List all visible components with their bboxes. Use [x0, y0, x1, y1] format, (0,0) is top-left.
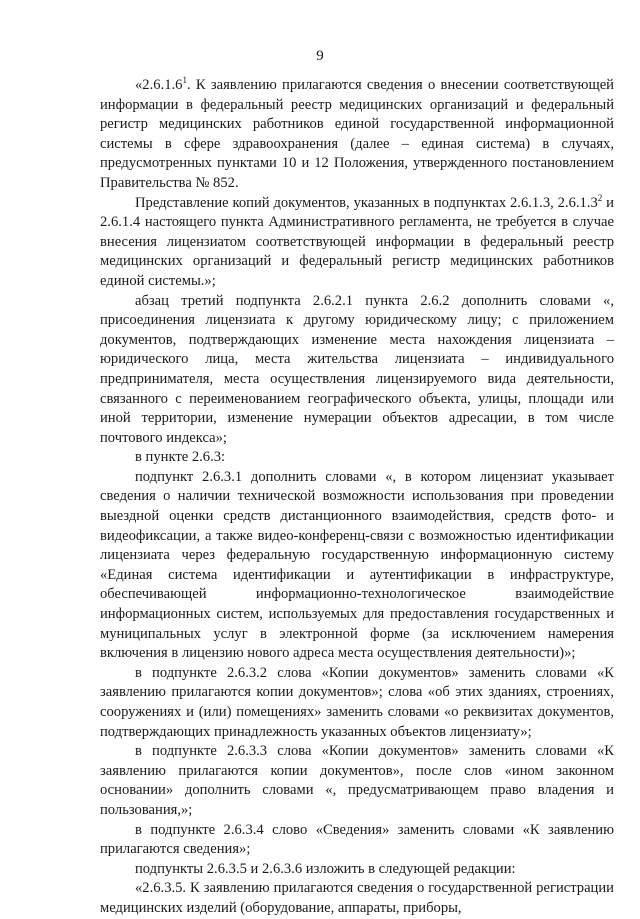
paragraph-2-6-1-6	[100, 76, 614, 194]
paragraph-2-6-2-1: абзац третий подпункта 2.6.2.1 пункта 2.6.2 дополнить словами «, присоединения лицензиата к другому юридическому лицу; с приложением документов, подтверждающих изменение места нахождения лицензиата – юридического лица, места жительства лицензиата – индивидуального предпринимателя, места осуществления лицензируемого вида деятельности, связанного с переименованием географического объекта, улицы, площади или иной территории, изменение нумерации объектов адресации, в том числе почтового индекса»;	[100, 292, 614, 446]
page-number: 9	[316, 48, 324, 64]
document-body	[100, 76, 614, 919]
paragraph-text: Представление копий документов, указанных в подпунктах 2.6.1.3, 2.6.1.3	[135, 194, 598, 211]
paragraph-text: . К заявлению прилагаются сведения о внесении соответствующей информации в федеральный реестр медицинских организаций и федеральный регистр медицинских работников единой государственной информационной системы в сфере здравоохранения (далее – единая система) в случаях, предусмотренных пунктами 10 и 12 Положения, утвержденного постановлением Правительства № 852.	[100, 77, 614, 191]
paragraph-copies-not-required	[100, 194, 614, 292]
paragraph-2-6-3-5-6-intro: подпункты 2.6.3.5 и 2.6.3.6 изложить в следующей редакции:	[135, 860, 516, 877]
paragraph-2-6-3-intro: в пункте 2.6.3:	[135, 449, 226, 466]
footnote-mark: 1	[182, 75, 187, 86]
paragraph-2-6-3-5: «2.6.3.5. К заявлению прилагаются сведения о государственной регистрации медицинских изделий (оборудование, аппараты, приборы,	[100, 880, 614, 916]
paragraph-2-6-3-1: подпункт 2.6.3.1 дополнить словами «, в котором лицензиат указывает сведения о наличии технической возможности использования при проведении выездной оценки средств дистанционного взаимодействия, средств фото- и видеофиксации, а также видео-конференц-связи с возможностью идентификации лицензиата через федеральную государственную информационную систему «Единая система идентификации и аутентификации в инфраструктуре, обеспечивающей информационно-технологическое взаимодействие информационных систем, используемых для предоставления государственных и муниципальных услуг в электронной форме (за исключением намерения включения в лицензию нового адреса места осуществления деятельности)»;	[100, 468, 614, 662]
footnote-mark: 2	[597, 192, 603, 203]
paragraph-2-6-3-3: в подпункте 2.6.3.3 слова «Копии документов» заменить словами «К заявлению прилагаются копии документов», после слов «ином законном основании» дополнить словами «, предусматривающем право владения и пользования,»;	[100, 743, 614, 818]
paragraph-2-6-3-4: в подпункте 2.6.3.4 слово «Сведения» заменить словами «К заявлению прилагаются сведения»;	[100, 821, 614, 858]
paragraph-text: «2.6.1.6	[135, 77, 183, 93]
paragraph-2-6-3-2: в подпункте 2.6.3.2 слова «Копии документов» заменить словами «К заявлению прилагаются копии документов»; слова «об этих зданиях, строениях, сооружениях и (или) помещениях» заменить словами «о реквизитах документов, подтверждающих принадлежность указанных объектов лицензиату»;	[100, 664, 614, 740]
paragraph-text: и 2.6.1.4 настоящего пункта Административного регламента, не требуется в случае внесения лицензиатом соответствующей информации в федеральный реестр медицинских организаций и федеральный регистр медицинских работников единой системы.»;	[100, 194, 614, 289]
